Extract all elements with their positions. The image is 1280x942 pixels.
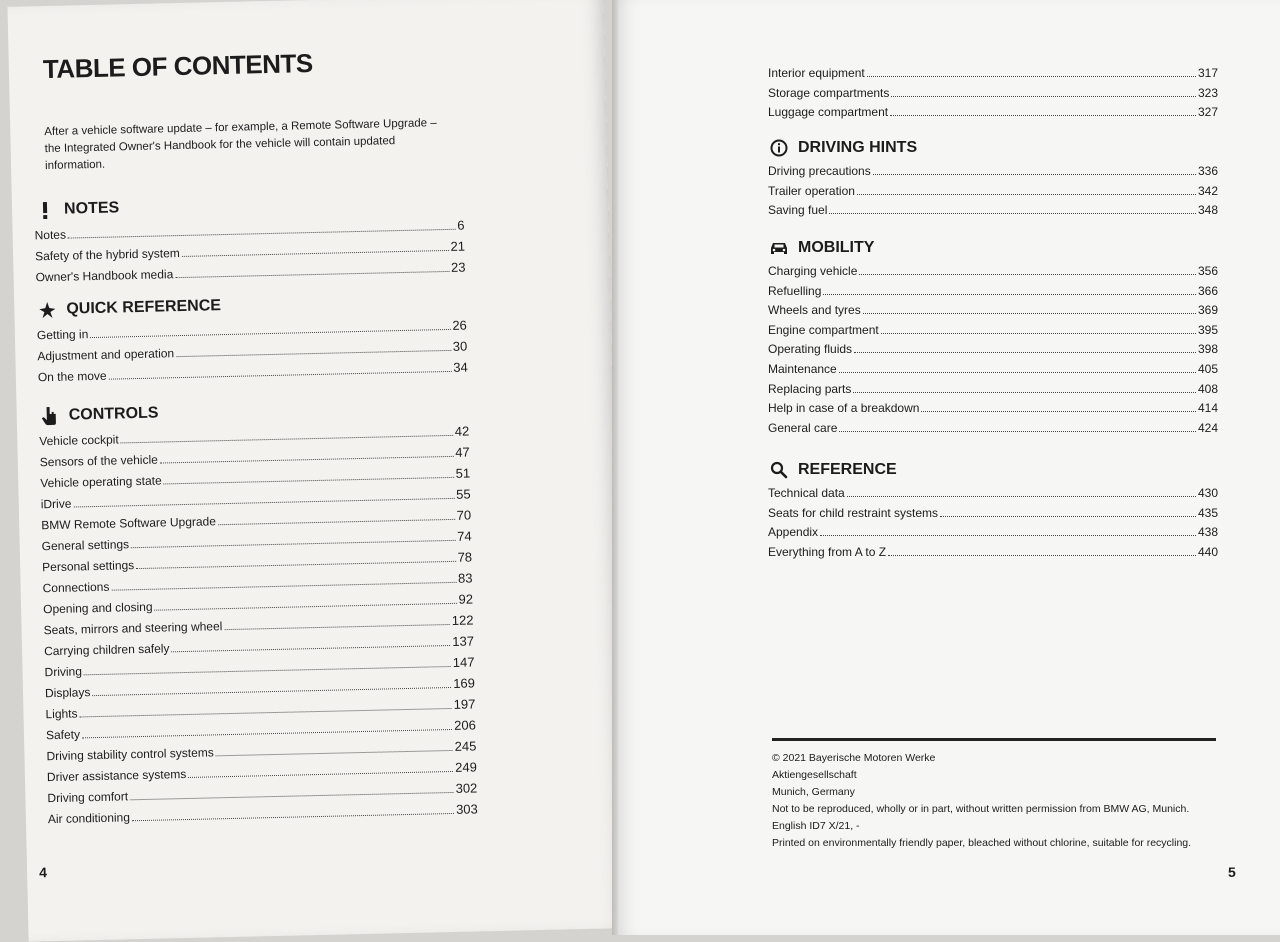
toc-entry[interactable]: Safety 206 <box>45 717 477 743</box>
toc-entry[interactable]: General care 424 <box>768 420 1218 435</box>
imprint-line: Printed on environmentally friendly paper, bleached without chlorine, suitable for recycling. <box>772 837 1192 849</box>
section-reference <box>768 458 1218 562</box>
imprint-divider <box>772 738 1216 741</box>
toc-entry[interactable]: Sensors of the vehicle 47 <box>39 444 470 470</box>
toc-entry[interactable]: Replacing parts 408 <box>768 381 1218 396</box>
section-heading: QUICK REFERENCE <box>36 289 466 323</box>
toc-entry[interactable]: Operating fluids 398 <box>768 342 1218 357</box>
toc-entry[interactable]: Carrying children safely 137 <box>43 633 475 659</box>
page-number-left: 4 <box>38 864 48 881</box>
page-number-right: 5 <box>1228 864 1236 880</box>
imprint-line: Not to be reproduced, wholly or in part, without written permission from BMW AG, Munich. <box>772 803 1190 815</box>
toc-entry[interactable]: Driving precautions 336 <box>768 164 1218 178</box>
toc-entry[interactable]: Notes 6 <box>34 217 465 243</box>
hand-pointer-icon <box>39 406 61 426</box>
section-controls <box>38 395 478 830</box>
section-heading: REFERENCE <box>768 458 1218 482</box>
section-continued <box>768 64 1218 123</box>
toc-entry[interactable]: Wheels and tyres 369 <box>768 303 1218 318</box>
toc-entry[interactable]: Safety of the hybrid system 21 <box>34 238 466 264</box>
toc-entry[interactable]: iDrive 55 <box>40 486 471 512</box>
section-heading: CONTROLS <box>38 395 468 429</box>
info-circle-icon <box>768 139 790 157</box>
car-icon <box>768 240 790 256</box>
toc-entry[interactable]: Connections 83 <box>42 570 473 596</box>
toc-entry[interactable]: Saving fuel 348 <box>768 203 1218 218</box>
toc-entry[interactable]: Getting in 26 <box>36 317 467 343</box>
right-page <box>618 0 1280 935</box>
toc-entry[interactable]: Luggage compartment 327 <box>768 105 1218 120</box>
toc-entry[interactable]: Maintenance 405 <box>768 361 1218 376</box>
toc-entry[interactable]: Displays 169 <box>44 675 476 701</box>
toc-entry[interactable]: Seats, mirrors and steering wheel 122 <box>43 612 474 638</box>
toc-entry[interactable]: General settings 74 <box>41 528 472 554</box>
toc-entry[interactable]: Trailer operation 342 <box>768 183 1218 198</box>
toc-entry[interactable]: Driving stability control systems 245 <box>46 738 477 764</box>
toc-entry[interactable]: Everything from A to Z 440 <box>768 544 1218 559</box>
exclamation-icon <box>34 201 56 219</box>
section-driving-hints <box>768 136 1218 221</box>
intro-text: After a vehicle software update – for example, a Remote Software Upgrade – the Integrated Owner's Handbook for the vehicle will contain updated information. <box>44 117 437 173</box>
toc-entry[interactable]: Charging vehicle 356 <box>768 264 1218 278</box>
toc-entry[interactable]: Adjustment and operation 30 <box>37 338 468 364</box>
toc-entry[interactable]: Storage compartments 323 <box>768 85 1218 100</box>
toc-entry[interactable]: Vehicle operating state 51 <box>40 465 471 491</box>
toc-entry[interactable]: Appendix 438 <box>768 525 1218 540</box>
section-heading: NOTES <box>34 189 464 223</box>
toc-entry[interactable]: Refuelling 366 <box>768 283 1218 298</box>
toc-entry[interactable]: On the move 34 <box>37 359 468 385</box>
toc-entry[interactable]: Driver assistance systems 249 <box>46 759 478 785</box>
left-page <box>7 0 624 942</box>
section-heading: DRIVING HINTS <box>768 136 1218 160</box>
toc-entry[interactable]: Vehicle cockpit 42 <box>39 423 470 449</box>
star-pointer-icon <box>36 301 58 319</box>
page-title: TABLE OF CONTENTS <box>42 47 313 85</box>
toc-entry[interactable]: Engine compartment 395 <box>768 322 1218 337</box>
section-mobility <box>768 236 1218 438</box>
toc-entry[interactable]: Lights 197 <box>45 696 476 722</box>
imprint <box>772 750 1232 852</box>
imprint-line: Munich, Germany <box>772 786 855 798</box>
toc-entry[interactable]: Driving 147 <box>44 654 475 680</box>
toc-entry[interactable]: Personal settings 78 <box>42 549 473 575</box>
toc-entry[interactable]: Interior equipment 317 <box>768 66 1218 80</box>
toc-entry[interactable]: Driving comfort 302 <box>47 780 478 806</box>
imprint-line: English ID7 X/21, - <box>772 820 860 832</box>
section-heading: MOBILITY <box>768 236 1218 260</box>
toc-entry[interactable]: Seats for child restraint systems 435 <box>768 505 1218 520</box>
toc-entry[interactable]: BMW Remote Software Upgrade 70 <box>41 507 472 533</box>
section-quick-reference <box>36 289 468 388</box>
toc-entry[interactable]: Technical data 430 <box>768 486 1218 500</box>
section-notes <box>34 189 466 288</box>
toc-entry[interactable]: Air conditioning 303 <box>47 801 478 827</box>
toc-entry[interactable]: Help in case of a breakdown 414 <box>768 401 1218 416</box>
search-icon <box>768 461 790 479</box>
toc-entry[interactable]: Opening and closing 92 <box>42 591 474 617</box>
imprint-line: © 2021 Bayerische Motoren Werke <box>772 752 936 764</box>
imprint-line: Aktiengesellschaft <box>772 769 857 781</box>
toc-entry[interactable]: Owner's Handbook media 23 <box>35 259 466 285</box>
